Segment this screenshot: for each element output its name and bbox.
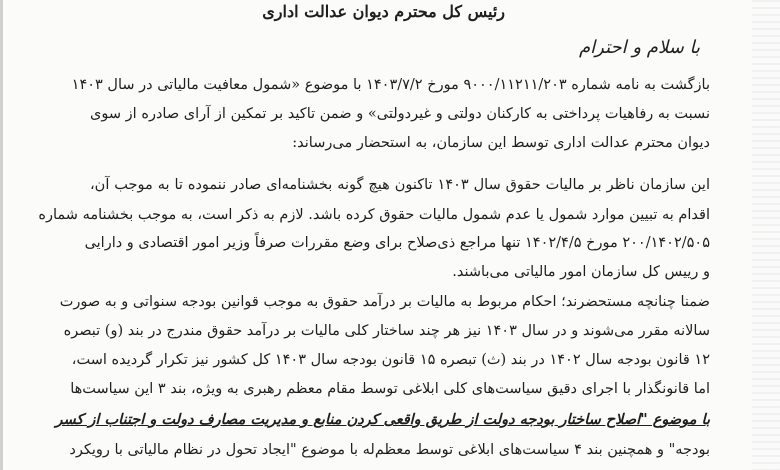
greeting-handwritten: با سلام و احترام <box>579 37 700 58</box>
paragraph1-line2: نسبت به رفاهیات پرداختی به کارکنان دولتی و غیردولتی» و ضمن تاکید بر تمکین از آرای صادره از سوی <box>90 106 710 122</box>
addressee-heading: رئیس کل محترم دیوان عدالت اداری <box>262 2 505 21</box>
paragraph3-line2: سالانه مقرر می‌شوند و در سال ۱۴۰۳ نیز هر چند ساختار کلی مالیات بر درآمد حقوق مندرج در بند (و) تبصره <box>63 323 710 339</box>
paragraph2-line2: اقدام به تبیین موارد شمول یا عدم شمول مالیات حقوق کرده باشد. لازم به ذکر است، به موجب بخشنامه شماره <box>38 207 710 223</box>
paragraph3-line4: اما قانونگذار با اجرای دقیق سیاست‌های کلی ابلاغی توسط مقام معظم رهبری به ویژه، بند ۳ این سیاست‌ها <box>70 381 710 397</box>
paragraph3-line1: ضمنا چنانچه مستحضرند؛ احکام مربوط به مالیات بر درآمد حقوق به موجب قوانین بودجه سنواتی و به صورت <box>59 294 710 310</box>
paragraph2-line3: ۲۰۰/۱۴۰۲/۵۰۵ مورخ ۱۴۰۲/۴/۵ تنها مراجع ذی‌صلاح برای وضع مقررات صرفاً وزیر امور اقتصادی و دارایی <box>84 235 710 251</box>
scan-edge <box>0 0 3 470</box>
paragraph1-line1: بازگشت به نامه شماره ۹۰۰۰/۱۱۲۱۱/۲۰۳ مورخ ۱۴۰۳/۷/۲ با موضوع «شمول معافیت مالیاتی در سال ۱۴۰۳ <box>71 77 710 93</box>
paragraph2-line1: این سازمان ناظر بر مالیات حقوق سال ۱۴۰۳ تاکنون هیچ گونه بخشنامه‌ای صادر ننموده تا به موجب آن، <box>90 177 710 193</box>
scan-margin <box>752 0 780 470</box>
paragraph3-line3: ۱۲ قانون بودجه سال ۱۴۰۲ در بند (ث) تبصره ۱۵ قانون بودجه سال ۱۴۰۳ کل کشور نیز تکرار گردیده است، <box>71 352 710 368</box>
paragraph3-line6: بودجه" و همچنین بند ۴ سیاست‌های ابلاغی توسط معظم‌له با موضوع "ایجاد تحول در نظام مالیاتی با رویکرد <box>69 442 710 458</box>
paragraph2-line4: و رییس کل سازمان امور مالیاتی می‌باشند. <box>452 264 710 280</box>
paragraph1-line3: دیوان محترم عدالت اداری توسط این سازمان، به استحضار می‌رساند: <box>292 135 710 151</box>
paragraph3-line5: با موضوع "اصلاح ساختار بودجه دولت از طریق واقعی کردن منابع و مدیریت مصارف دولت و اجتناب از کسر <box>55 411 710 428</box>
